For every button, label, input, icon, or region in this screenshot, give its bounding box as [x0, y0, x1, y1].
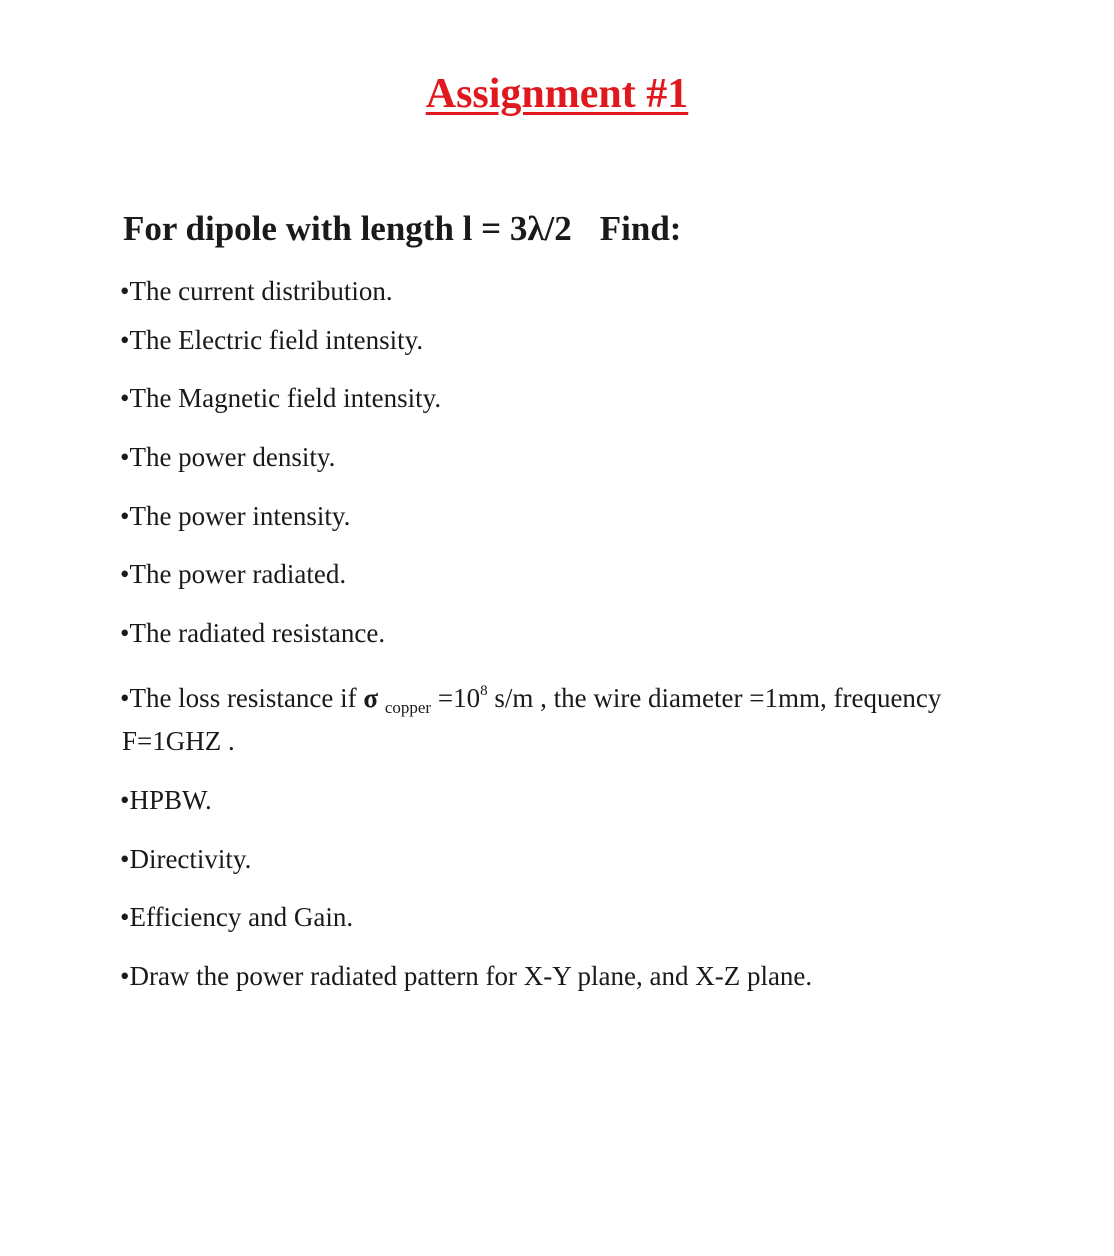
- item-current-distribution: •The current distribution.: [120, 276, 393, 306]
- item-loss-frequency: F=1GHZ .: [122, 726, 235, 756]
- item-loss-resistance: [120, 674, 941, 725]
- item-magnetic-field: •The Magnetic field intensity.: [120, 383, 442, 413]
- loss-suffix: s/m , the wire diameter =1mm, frequency: [487, 683, 942, 713]
- item-power-intensity: •The power intensity.: [120, 501, 351, 531]
- item-efficiency-gain: •Efficiency and Gain.: [120, 902, 354, 932]
- title-text: Assignment #1: [425, 71, 689, 117]
- item-radiated-resistance: •The radiated resistance.: [120, 618, 386, 648]
- heading-prefix: For dipole with length l = 3λ/2: [123, 209, 572, 248]
- sigma-symbol: σ: [363, 683, 379, 713]
- item-power-density: •The power density.: [120, 442, 336, 472]
- item-power-radiated: •The power radiated.: [120, 559, 347, 589]
- item-hpbw: •HPBW.: [120, 785, 212, 815]
- item-directivity: •Directivity.: [120, 844, 252, 874]
- loss-prefix: •The loss resistance if: [120, 683, 364, 713]
- item-electric-field: •The Electric field intensity.: [120, 325, 424, 355]
- question-heading: [123, 209, 681, 249]
- item-radiation-pattern: •Draw the power radiated pattern for X-Y plane, and X-Z plane.: [120, 961, 813, 991]
- page-title: [0, 70, 1114, 118]
- exponent-superscript: 8: [480, 683, 488, 699]
- loss-mid: =10: [431, 683, 481, 713]
- heading-find: Find:: [599, 209, 682, 248]
- copper-subscript: copper: [384, 698, 432, 717]
